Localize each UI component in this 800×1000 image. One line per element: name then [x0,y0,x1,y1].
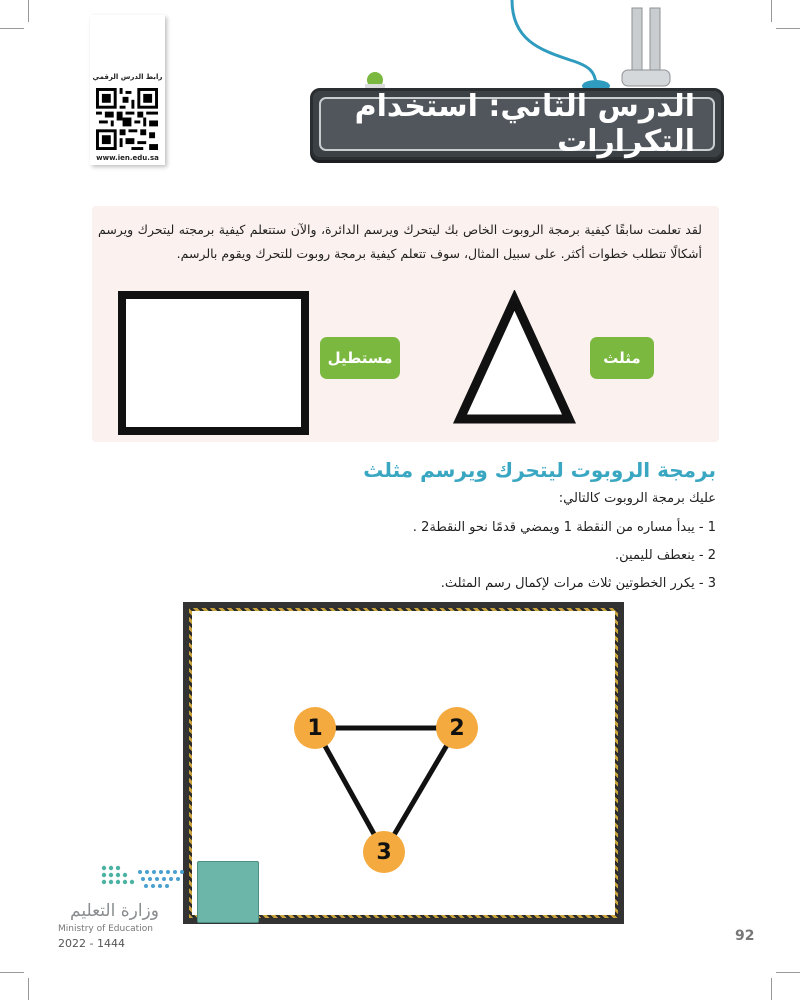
rectangle-label: مستطيل [320,337,400,379]
rectangle-shape [118,291,309,435]
edition-year: 2022 - 1444 [58,937,125,950]
section-title: برمجة الروبوت ليتحرك ويرسم مثلث [363,458,716,482]
header-decoration [340,0,700,95]
qr-card[interactable] [90,15,165,165]
ministry-name-ar: وزارة التعليم [70,901,159,921]
crop-mark [771,978,772,1000]
crop-mark [0,28,24,29]
instruction-step: 1 - يبدأ مساره من النقطة 1 ويمضي قدمًا نحو النقطة2 . [412,520,716,535]
qr-caption: رابط الدرس الرقمي [92,73,163,81]
instructions-intro: عليك برمجة الروبوت كالتالي: [558,491,716,506]
crop-mark [28,978,29,1000]
triangle-label: مثلث [590,337,654,379]
qr-code-icon[interactable] [96,88,158,150]
robot-block[interactable] [197,861,259,923]
triangle-shape [452,290,577,425]
instruction-step: 3 - يكرر الخطوتين ثلاث مرات لإكمال رسم المثلث. [440,576,716,591]
qr-url[interactable]: www.ien.edu.sa [96,154,159,162]
lesson-header [310,88,724,160]
crop-mark [776,28,800,29]
crop-mark [0,972,24,973]
ministry-name-en: Ministry of Education [58,924,153,934]
lesson-header-inner [319,89,715,159]
point-2-marker: 2 [436,707,478,749]
page-number: 92 [735,928,755,944]
crop-mark [28,0,29,22]
crop-mark [776,972,800,973]
point-1-marker: 1 [294,707,336,749]
robot-stage [183,602,624,924]
instruction-step: 2 - ينعطف لليمين. [615,548,716,563]
intro-paragraph: لقد تعلمت سابقًا كيفية برمجة الروبوت الخاص بك ليتحرك ويرسم الدائرة، والآن ستتعلم كيفية برمجته ليتحرك ويرسم أشكالًا تتطلب خطوات أكثر. على سبيل المثال، سوف تتعلم كيفية برمجة روبوت للتحرك ويقوم بالرسم. [98,222,702,261]
crop-mark [771,0,772,22]
point-3-marker: 3 [363,831,405,873]
ministry-logo-icon [98,862,190,898]
lesson-title: الدرس الثاني: استخدام التكرارات [354,89,695,159]
